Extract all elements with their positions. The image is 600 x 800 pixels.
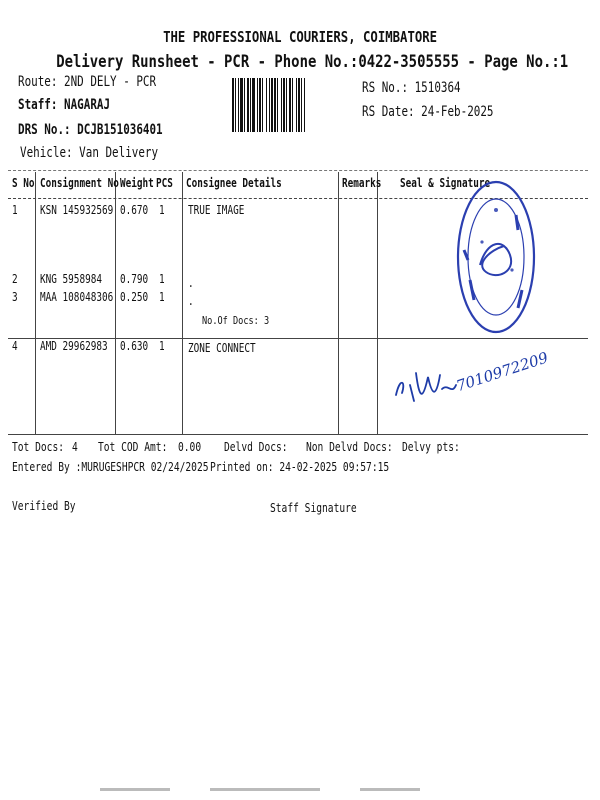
handwritten-phone-number: 7010972209	[454, 348, 551, 396]
row-3-consignee: .	[188, 294, 194, 308]
company-seal-stamp	[452, 180, 536, 338]
total-docs-value: 4	[72, 440, 78, 454]
col-header-sno: S No	[12, 176, 35, 190]
row-4-weight: 0.630	[120, 339, 149, 353]
col-divider	[338, 172, 339, 434]
table-bottom-rule	[8, 434, 588, 435]
row-3-pcs: 1	[159, 290, 165, 304]
row-2-sno: 2	[12, 272, 18, 286]
delivery-points-label: Delvy pts:	[402, 440, 460, 454]
row-1-consignment: KSN 145932569	[40, 203, 114, 217]
route-line: Route: 2ND DELY - PCR	[18, 74, 157, 90]
row-2-pcs: 1	[159, 272, 165, 286]
total-docs-label: Tot Docs:	[12, 440, 65, 454]
col-header-weight: Weight	[120, 176, 154, 190]
row-3-sno: 3	[12, 290, 18, 304]
col-header-pcs: PCS	[156, 176, 173, 190]
row-4-consignment: AMD 29962983	[40, 339, 108, 353]
row-1-weight: 0.670	[120, 203, 149, 217]
col-divider	[182, 172, 183, 434]
delivered-docs-label: Delvd Docs:	[224, 440, 288, 454]
staff-line: Staff: NAGARAJ	[18, 97, 111, 113]
row-2-consignee: .	[188, 276, 194, 290]
row-4-consignee: ZONE CONNECT	[188, 341, 256, 355]
row-4-pcs: 1	[159, 339, 165, 353]
row-4-sno: 4	[12, 339, 18, 353]
row-2-consignment: KNG 5958984	[40, 272, 102, 286]
cod-amount-label: Tot COD Amt:	[98, 440, 168, 454]
row-1-pcs: 1	[159, 203, 165, 217]
scan-artifact	[100, 788, 170, 791]
verified-by-label: Verified By	[12, 499, 76, 513]
row-3-weight: 0.250	[120, 290, 149, 304]
entered-by: Entered By :MURUGESHPCR 02/24/2025	[12, 460, 209, 474]
scan-artifact	[210, 788, 320, 791]
row-1-consignee: TRUE IMAGE	[188, 203, 245, 217]
barcode-image	[232, 78, 354, 132]
rs-date: RS Date: 24-Feb-2025	[362, 104, 494, 120]
col-divider	[377, 172, 378, 434]
scan-artifact	[360, 788, 420, 791]
row-1-sno: 1	[12, 203, 18, 217]
col-header-consignment: Consignment No	[40, 176, 119, 190]
printed-on: Printed on: 24-02-2025 09:57:15	[210, 460, 390, 474]
vehicle-line: Vehicle: Van Delivery	[20, 145, 159, 161]
non-delivered-docs-label: Non Delvd Docs:	[306, 440, 393, 454]
col-header-remarks: Remarks	[342, 176, 382, 190]
col-header-seal: Seal & Signature	[400, 176, 491, 190]
staff-signature-label: Staff Signature	[270, 501, 357, 515]
col-divider	[35, 172, 36, 434]
drs-number: DRS No.: DCJB151036401	[18, 122, 163, 138]
col-header-consignee: Consignee Details	[186, 176, 282, 190]
rs-number: RS No.: 1510364	[362, 80, 461, 96]
row-3-consignment: MAA 108048306	[40, 290, 114, 304]
row-2-weight: 0.790	[120, 272, 149, 286]
cod-amount-value: 0.00	[178, 440, 202, 454]
table-top-rule	[8, 170, 588, 171]
company-title: THE PROFESSIONAL COURIERS, COIMBATORE	[162, 28, 437, 46]
docs-count: No.Of Docs: 3	[202, 314, 270, 327]
runsheet-subtitle: Delivery Runsheet - PCR - Phone No.:0422-3505555 - Page No.:1	[56, 52, 569, 72]
